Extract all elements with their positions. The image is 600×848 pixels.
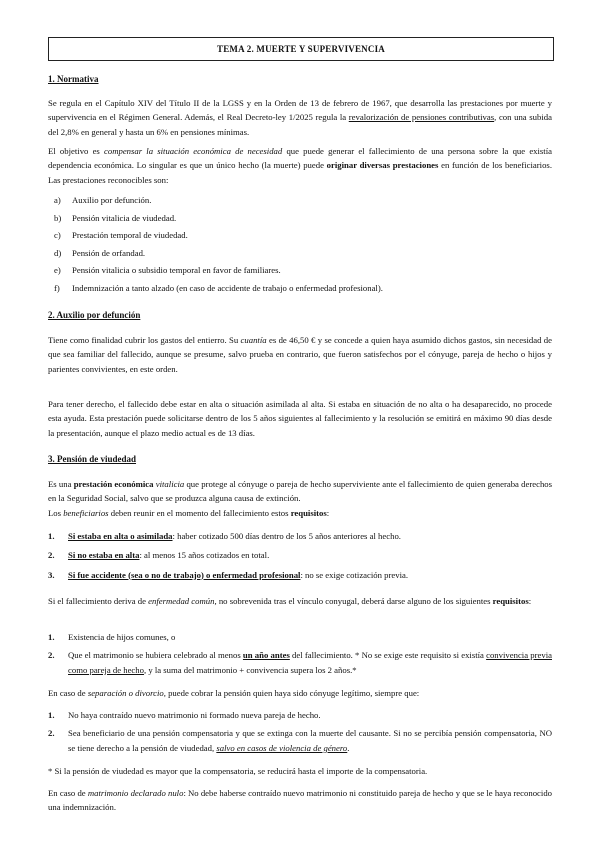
italic-text: separación o divorcio	[87, 688, 164, 698]
paragraph-auxilio-2: Para tener derecho, el fallecido debe estar en alta o situación asimilada al alta. Si estaba en situación de no alta o ha desaparecido, no procede esta ayuda. Esta prestación puede solicitarse dentro de los 5 años siguientes al fallecimiento y la resolución se emitirá en máximo 90 días desde la presentación, aunque el plazo medio actual es de 13 días.	[48, 399, 552, 438]
list-item-text: Indemnización a tanto alzado (en caso de accidente de trabajo o enfermedad profesional).	[72, 282, 383, 293]
text-run: deben reunir en el momento del fallecimiento estos	[108, 508, 291, 518]
text-run: es de 46,50 € y se concede a quien haya asumido dichos gastos, sin necesidad de que sea familiar del fallecido, aunque se presume, salvo prueba en contrario, que fueron satisfechos por el cónyuge, pareja de hecho o hijos y parientes convivientes, en este orden.	[48, 335, 552, 374]
list-item	[48, 548, 552, 562]
bold-text: requisitos	[492, 596, 529, 606]
text-run: : no se exige cotización previa.	[300, 569, 409, 580]
text-run: :	[326, 508, 330, 518]
list-item-text: Existencia de hijos comunes, o	[68, 632, 176, 642]
list-item-text: Pensión vitalicia de viudedad.	[72, 212, 177, 223]
underlined-text: revalorización de pensiones contributivas	[348, 112, 495, 123]
text-run: .	[347, 742, 350, 753]
text-run: que protege al cónyuge o pareja de hecho superviviente ante el fallecimiento de quien generaba derechos en la Seguridad Social, salvo que se produzca alguna causa de extinción.	[48, 479, 553, 504]
list-item	[48, 568, 552, 582]
requirements-list-2	[48, 630, 552, 677]
text-run: , no sobrevenida tras el vínculo conyugal, deberá darse alguno de los siguientes	[214, 596, 493, 606]
text-run: : haber cotizado 500 días dentro de los 5 años anteriores al hecho.	[172, 531, 401, 541]
text-run: En caso de	[48, 788, 88, 798]
list-marker: d)	[54, 247, 62, 258]
bold-text: prestación económica	[73, 479, 154, 489]
section-heading-normativa: 1. Normativa	[48, 74, 99, 84]
paragraph-auxilio-1	[48, 333, 552, 376]
list-marker: 2.	[48, 728, 55, 739]
text-run: Se regula en el Capítulo XIV del Título II de la LGSS y en la Orden de 13 de febrero de 1967, que desarrolla las prestaciones por muerte y supervivencia en el Régimen General. Además, el Real Decreto-ley 1/2025 regula la	[48, 98, 552, 123]
bold-text: originar diversas prestaciones	[326, 160, 439, 171]
note-compensatoria: * Si la pensión de viudedad es mayor que la compensatoria, se reducirá hasta el importe de la compensatoria.	[48, 766, 428, 776]
list-item	[48, 246, 552, 260]
italic-text: beneficiarios	[63, 508, 109, 518]
italic-text: vitalicia	[155, 479, 185, 489]
bold-text: requisitos	[290, 508, 327, 518]
requirements-list	[48, 529, 552, 582]
list-marker: 1.	[48, 710, 55, 720]
section-heading-auxilio: 2. Auxilio por defunción	[48, 310, 141, 320]
italic-text: cuantía	[240, 335, 267, 345]
list-marker: 1.	[48, 531, 55, 541]
text-run: que puede generar el fallecimiento de una persona sobre la que existía dependencia económica. Lo singular es que un único hecho (la muerte) puede	[48, 146, 552, 171]
list-marker: f)	[54, 282, 60, 293]
text-run: : al menos 15 años cotizados en total.	[139, 550, 270, 561]
underlined-bold-text: Si no estaba en alta	[68, 550, 140, 561]
list-item-text: Pensión de orfandad.	[72, 247, 146, 258]
list-item-text: Prestación temporal de viudedad.	[72, 230, 188, 241]
list-item	[48, 529, 552, 543]
text-run: En caso de	[48, 688, 88, 698]
benefits-list	[48, 193, 552, 295]
text-run: El objetivo es	[48, 146, 104, 156]
list-item	[48, 630, 552, 644]
paragraph-matrimonio-nulo	[48, 786, 552, 815]
list-marker: a)	[54, 195, 61, 205]
list-marker: 2.	[48, 550, 55, 561]
list-marker: b)	[54, 212, 62, 223]
text-run: , con una subida del 2,8% en general y hasta un 6% en pensiones mínimas.	[48, 112, 552, 137]
underlined-bold-text: un año antes	[242, 650, 290, 661]
list-marker: 3.	[48, 569, 55, 580]
text-run: , puede cobrar la pensión quien haya sido cónyuge legítimo, siempre que:	[163, 688, 420, 698]
list-item	[48, 708, 552, 722]
underlined-bold-text: Si fue accidente (sea o no de trabajo) o enfermedad profesional	[68, 569, 301, 580]
list-item-text: Pensión vitalicia o subsidio temporal en favor de familiares.	[72, 265, 281, 276]
page-title: TEMA 2. MUERTE Y SUPERVIVENCIA	[48, 37, 554, 61]
underlined-text: convivencia previa como pareja de hecho	[68, 650, 552, 675]
list-item-text: No haya contraído nuevo matrimonio ni formado nueva pareja de hecho.	[68, 710, 321, 720]
italic-text: matrimonio declarado nulo	[87, 788, 184, 798]
text-run: , y la suma del matrimonio + convivencia supera los 2 años.*	[143, 664, 357, 675]
text-run: :	[528, 596, 532, 606]
paragraph-beneficiarios	[48, 506, 552, 520]
text-run: Que el matrimonio se hubiera celebrado al menos	[68, 650, 243, 661]
italic-text: compensar la situación económica de necesidad	[104, 146, 283, 156]
list-item	[48, 726, 552, 755]
list-marker: e)	[54, 265, 61, 276]
list-marker: 1.	[48, 632, 55, 642]
text-run: en función de los beneficiarios. Las prestaciones reconocibles son:	[48, 160, 552, 185]
text-run: Sea beneficiario de una pensión compensatoria y que se extinga con la muerte del causante. Si no se percibía pensión compensatoria, NO se tiene derecho a la pensión de viudedad,	[68, 728, 552, 753]
text-run: : No debe haberse contraído nuevo matrimonio ni constituido pareja de hecho y que se le haya reconocido una indemnización.	[48, 788, 553, 813]
list-item	[48, 193, 552, 207]
paragraph-separacion	[48, 686, 552, 700]
text-run: Tiene como finalidad cubrir los gastos del entierro. Su	[48, 335, 241, 345]
list-item-text: Auxilio por defunción.	[72, 195, 152, 205]
underlined-italic-text: salvo en casos de violencia de género	[216, 742, 348, 753]
list-item	[48, 211, 552, 225]
italic-text: enfermedad común	[148, 596, 215, 606]
list-item	[48, 648, 552, 677]
text-run: Si el fallecimiento deriva de	[48, 596, 149, 606]
section-heading-viudedad: 3. Pensión de viudedad	[48, 454, 137, 464]
text-run: Es una	[48, 479, 74, 489]
paragraph-normativa-2	[48, 144, 552, 187]
text-run: del fallecimiento. * No se exige este requisito si existía	[289, 650, 487, 661]
list-marker: 2.	[48, 650, 55, 661]
paragraph-normativa-1	[48, 96, 552, 139]
paragraph-viudedad-1	[48, 477, 552, 506]
list-item	[48, 263, 552, 277]
list-item	[48, 228, 552, 242]
list-item	[48, 281, 552, 295]
separation-list	[48, 708, 552, 755]
text-run: Los	[48, 508, 64, 518]
list-marker: c)	[54, 230, 61, 241]
paragraph-enfermedad-comun	[48, 594, 552, 608]
underlined-bold-text: Si estaba en alta o asimilada	[68, 531, 173, 541]
